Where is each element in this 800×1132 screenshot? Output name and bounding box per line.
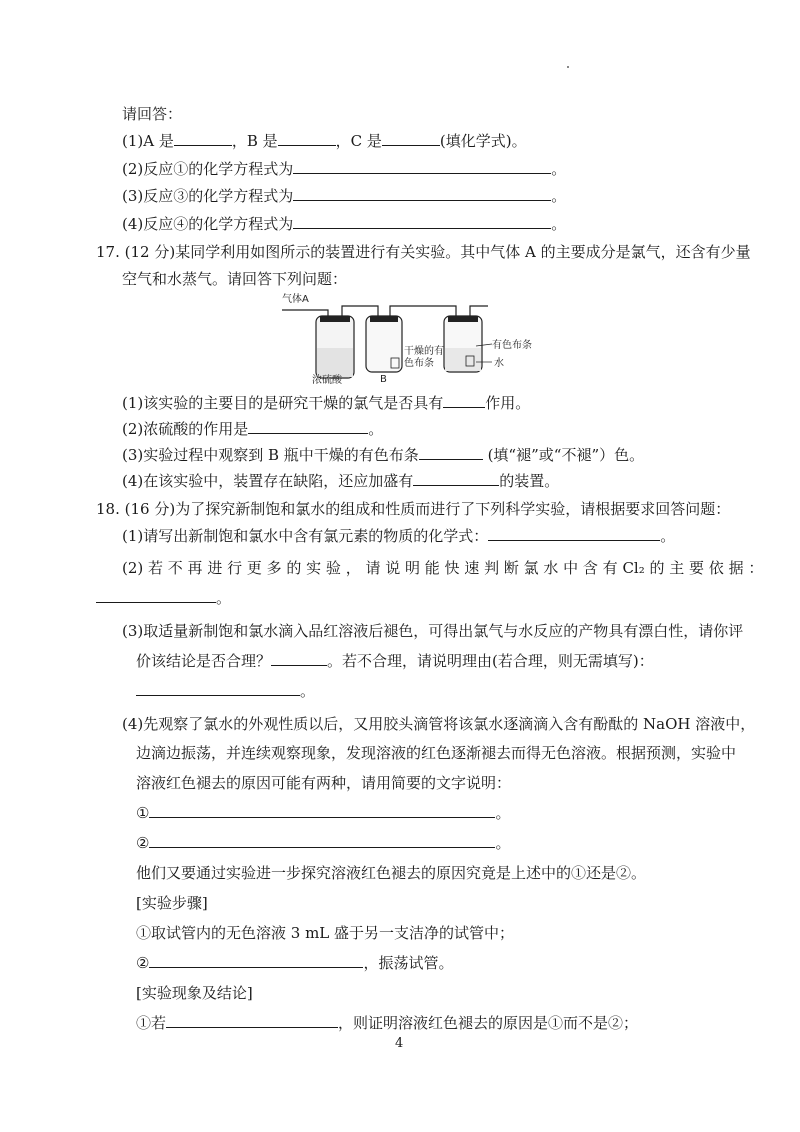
q18-part-2: (2) 若 不 再 进 行 更 多 的 实 验 ， 请 说 明 能 快 速 判 断 氯 水 中 含 有 Cl₂ 的 主 要 依 据 ： xyxy=(122,559,764,577)
blank-cl2-basis[interactable] xyxy=(96,587,216,603)
q18-reason-2: ② 。 xyxy=(136,834,511,852)
blank-formulas[interactable] xyxy=(488,525,660,541)
stray-dot xyxy=(567,66,569,68)
q16-part-2: (2)反应①的化学方程式为 。 xyxy=(122,160,567,178)
label-b: B xyxy=(380,374,387,385)
blank-eq1[interactable] xyxy=(293,158,551,174)
blank-bleach[interactable] xyxy=(443,392,485,408)
acid-liquid xyxy=(317,348,353,377)
apparatus-diagram xyxy=(278,290,548,386)
q18-further: 他们又要通过实验进一步探究溶液红色褪去的原因究竟是上述中的①还是②。 xyxy=(136,864,647,882)
label-colored-cloth: 有色布条 xyxy=(492,340,532,351)
label-acid: 浓硫酸 xyxy=(312,375,342,386)
blank-a[interactable] xyxy=(174,130,232,146)
q17-part-2: (2)浓硫酸的作用是 。 xyxy=(122,420,384,438)
q16-part-4: (4)反应④的化学方程式为 。 xyxy=(122,215,567,233)
q18-reason-1: ① 。 xyxy=(136,804,511,822)
blank-reason-2[interactable] xyxy=(149,832,495,848)
q18-part-2-answer: 。 xyxy=(96,587,231,609)
blank-eq3[interactable] xyxy=(293,185,551,201)
q18-part-3-line2: 价该结论是否合理？ 。若不合理，请说明理由(若合理，则无需填写)： xyxy=(136,652,654,670)
blank-b[interactable] xyxy=(278,130,336,146)
blank-device[interactable] xyxy=(413,470,499,486)
blank-reasonable[interactable] xyxy=(271,650,327,666)
blank-c[interactable] xyxy=(382,130,440,146)
stopper-2 xyxy=(370,316,398,322)
label-dry-cloth-2: 色布条 xyxy=(404,358,434,369)
blank-reason[interactable] xyxy=(136,680,300,696)
q18-part-4-line3: 溶液红色褪去的原因可能有两种，请用简要的文字说明： xyxy=(136,774,512,792)
blank-result-1[interactable] xyxy=(166,1012,338,1028)
q18-part-3-line1: (3)取适量新制饱和氯水滴入品红溶液后褪色，可得出氯气与水反应的产物具有漂白性，请你评 xyxy=(122,622,744,640)
label-water: 水 xyxy=(494,358,504,369)
blank-step-2[interactable] xyxy=(149,952,363,968)
stopper-3 xyxy=(448,316,478,322)
q18-part-4-line2: 边滴边振荡，并连续观察现象，发现溶液的红色逐渐褪去而得无色溶液。根据预测，实验中 xyxy=(136,744,737,762)
q18-result-heading: [实验现象及结论] xyxy=(136,984,253,1002)
q18-step-1: ①取试管内的无色溶液 3 mL 盛于另一支洁净的试管中； xyxy=(136,924,515,942)
q17-intro-1: 17. (12 分)某同学利用如图所示的装置进行有关实验。其中气体 A 的主要成分是氯气，还含有少量 xyxy=(96,243,751,261)
blank-acid-role[interactable] xyxy=(248,418,368,434)
q18-result-1: ①若 ，则证明溶液红色褪去的原因是①而不是②； xyxy=(136,1014,639,1032)
q18-steps-heading: [实验步骤] xyxy=(136,894,208,912)
label-gas-a: 气体A xyxy=(282,294,309,305)
q18-part-4-line1: (4)先观察了氯水的外观性质以后，又用胶头滴管将该氯水逐滴滴入含有酚酞的 NaOH 溶液中， xyxy=(122,715,756,733)
blank-fade[interactable] xyxy=(419,444,483,460)
stopper-1 xyxy=(320,316,350,322)
q17-intro-2: 空气和水蒸气。请回答下列问题： xyxy=(122,270,348,288)
q17-part-3: (3)实验过程中观察到 B 瓶中干燥的有色布条 (填“褪”或“不褪”）色。 xyxy=(122,446,645,464)
q18-step-2: ② ，振荡试管。 xyxy=(136,954,454,972)
q16-part-3: (3)反应③的化学方程式为 。 xyxy=(122,187,567,205)
bottle-b xyxy=(366,316,402,372)
q18-intro: 18. (16 分)为了探究新制饱和氯水的组成和性质而进行了下列科学实验，请根据要求回答问题： xyxy=(96,500,731,518)
q17-part-4: (4)在该实验中，装置存在缺陷，还应加盛有 的装置。 xyxy=(122,472,560,490)
page-number: 4 xyxy=(395,1036,404,1051)
q18-part-3-line3: 。 xyxy=(136,680,315,702)
q17-part-1: (1)该实验的主要目的是研究干燥的氯气是否具有 作用。 xyxy=(122,394,531,412)
label-dry-cloth-1: 干燥的有 xyxy=(404,346,444,357)
please-answer: 请回答： xyxy=(122,105,183,123)
q18-part-1: (1)请写出新制饱和氯水中含有氯元素的物质的化学式： 。 xyxy=(122,527,676,545)
blank-eq4[interactable] xyxy=(293,213,551,229)
blank-reason-1[interactable] xyxy=(149,802,495,818)
water-liquid xyxy=(445,348,481,371)
q16-part-1: (1)A 是 ，B 是 ，C 是 (填化学式)。 xyxy=(122,132,527,150)
